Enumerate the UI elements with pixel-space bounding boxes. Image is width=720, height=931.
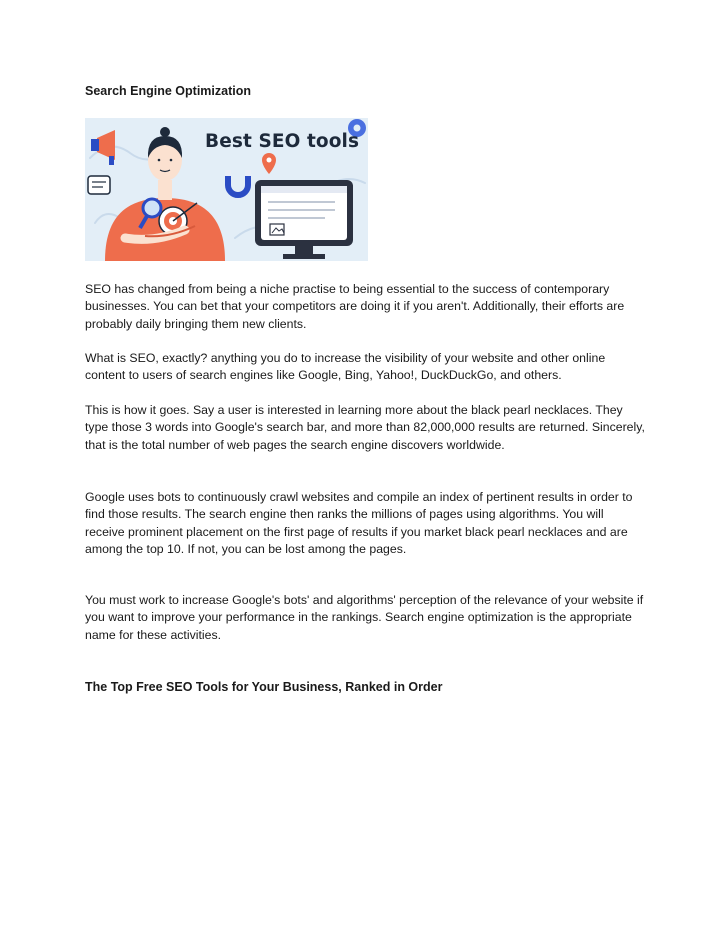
paragraph-improve-ranking: You must work to increase Google's bots' and algorithms' perception of the relevance of your website if you want to improve your performance in the rankings. Search engine optimization is the appropriate name for these activities. [85,593,644,642]
illustration-title: Best SEO tools [205,131,360,152]
paragraph-google-bots: Google uses bots to continuously crawl websites and compile an index of pertinent results in order to find those results. The search engine then ranks the millions of pages using algorithms. You will receive prominent placement on the first page of results if you market black pearl necklaces and are among the top 10. If not, you can be lost among the pages. [85,490,633,556]
chat-bubble-icon [88,176,110,194]
seo-tools-illustration [85,118,368,261]
page-title: Search Engine Optimization [85,84,251,98]
location-pin-icon [262,153,276,174]
paragraph-what-is-seo: What is SEO, exactly? anything you do to increase the visibility of your website and other online content to users of search engines like Google, Bing, Yahoo!, DuckDuckGo, and others. [85,351,606,383]
paragraph-intro: SEO has changed from being a niche practise to being essential to the success of contemporary businesses. You can bet that your competitors are doing it if you aren't. Additionally, their efforts are probably daily bringing them new clients. [85,282,625,331]
paragraph-how-it-goes: This is how it goes. Say a user is interested in learning more about the black pearl necklaces. They type those 3 words into Google's search bar, and more than 82,000,000 results are returned. Sincerely, that is the total number of web pages the search engine discovers worldwide. [85,403,645,452]
section-heading: The Top Free SEO Tools for Your Business, Ranked in Order [85,680,443,694]
computer-monitor-icon [255,180,353,259]
magnet-icon [225,170,251,195]
megaphone-icon [91,130,115,165]
